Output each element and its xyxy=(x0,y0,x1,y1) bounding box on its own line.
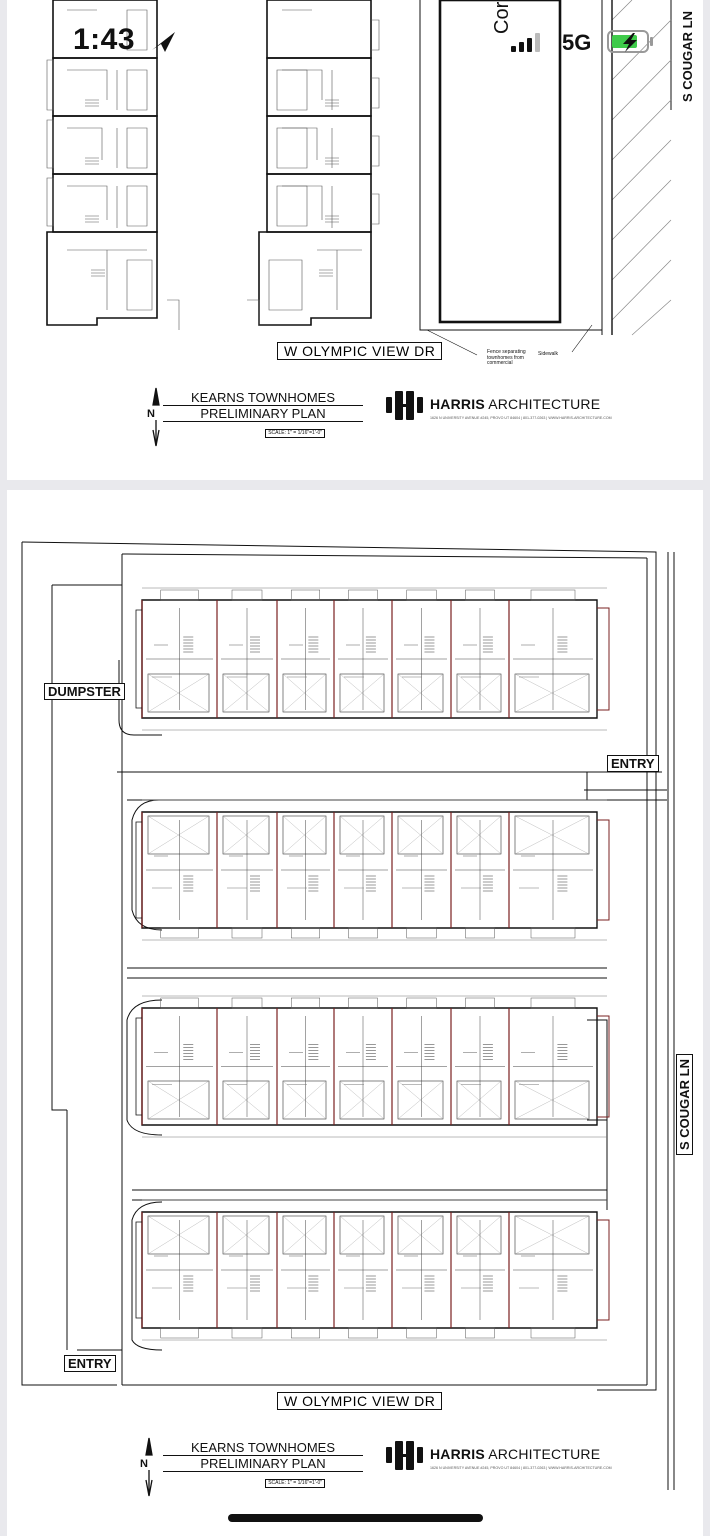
north-arrow-label-2: N xyxy=(140,1458,148,1470)
harris-architecture-brand xyxy=(430,396,600,412)
brand-bold: HARRIS xyxy=(430,396,485,412)
plan-sheet-top xyxy=(7,0,703,480)
scale-note: SCALE: 1" = 1/16"=1'-0" xyxy=(265,429,325,438)
street-label-s-cougar-ln: S COUGAR LN xyxy=(680,11,695,102)
plan-subtitle: PRELIMINARY PLAN xyxy=(200,406,326,421)
entry-label-right: ENTRY xyxy=(607,755,659,772)
brand-rest-2: ARCHITECTURE xyxy=(484,1446,601,1462)
harris-logo-mark-2 xyxy=(386,1441,423,1470)
dumpster-label: DUMPSTER xyxy=(44,683,125,700)
brand-bold-2: HARRIS xyxy=(430,1446,485,1462)
north-arrow-label: N xyxy=(147,408,155,420)
scale-note-2: SCALE: 1" = 1/16"=1'-0" xyxy=(265,1479,325,1488)
cut-off-text: Cor xyxy=(491,1,513,34)
home-indicator[interactable] xyxy=(228,1514,483,1522)
title-block xyxy=(163,391,363,438)
brand-address: 1626 N UNIVERSITY AVENUE #245, PROVO UT 84604 | 801-377-0263 | WWW.HARRIS-ARCHITECTURE.COM xyxy=(430,416,612,420)
site-plan-drawing xyxy=(7,490,703,1536)
battery-icon xyxy=(608,31,653,52)
project-title-2: KEARNS TOWNHOMES xyxy=(191,1440,335,1455)
plan-subtitle-2: PRELIMINARY PLAN xyxy=(200,1456,326,1471)
street-label-w-olympic-view-dr: W OLYMPIC VIEW DR xyxy=(277,342,442,360)
status-time: 1:43 xyxy=(73,23,136,56)
status-network: 5G xyxy=(562,30,592,55)
entry-label-left: ENTRY xyxy=(64,1355,116,1372)
street-label-w-olympic-view-dr-2: W OLYMPIC VIEW DR xyxy=(277,1392,442,1410)
fence-note: Fence separating townhomes from commercial xyxy=(487,349,526,366)
harris-architecture-brand-2 xyxy=(430,1446,600,1462)
plan-sheet-bottom xyxy=(7,490,703,1536)
sidewalk-note: Sidewalk xyxy=(538,351,559,357)
brand-address-2: 1626 N UNIVERSITY AVENUE #245, PROVO UT 84604 | 801-377-0263 | WWW.HARRIS-ARCHITECTURE.COM xyxy=(430,1466,612,1470)
harris-logo-mark xyxy=(386,391,423,420)
project-title: KEARNS TOWNHOMES xyxy=(191,390,335,405)
street-label-s-cougar-ln-2: S COUGAR LN xyxy=(676,1054,693,1155)
brand-rest: ARCHITECTURE xyxy=(484,396,601,412)
title-block-2 xyxy=(163,1441,363,1488)
